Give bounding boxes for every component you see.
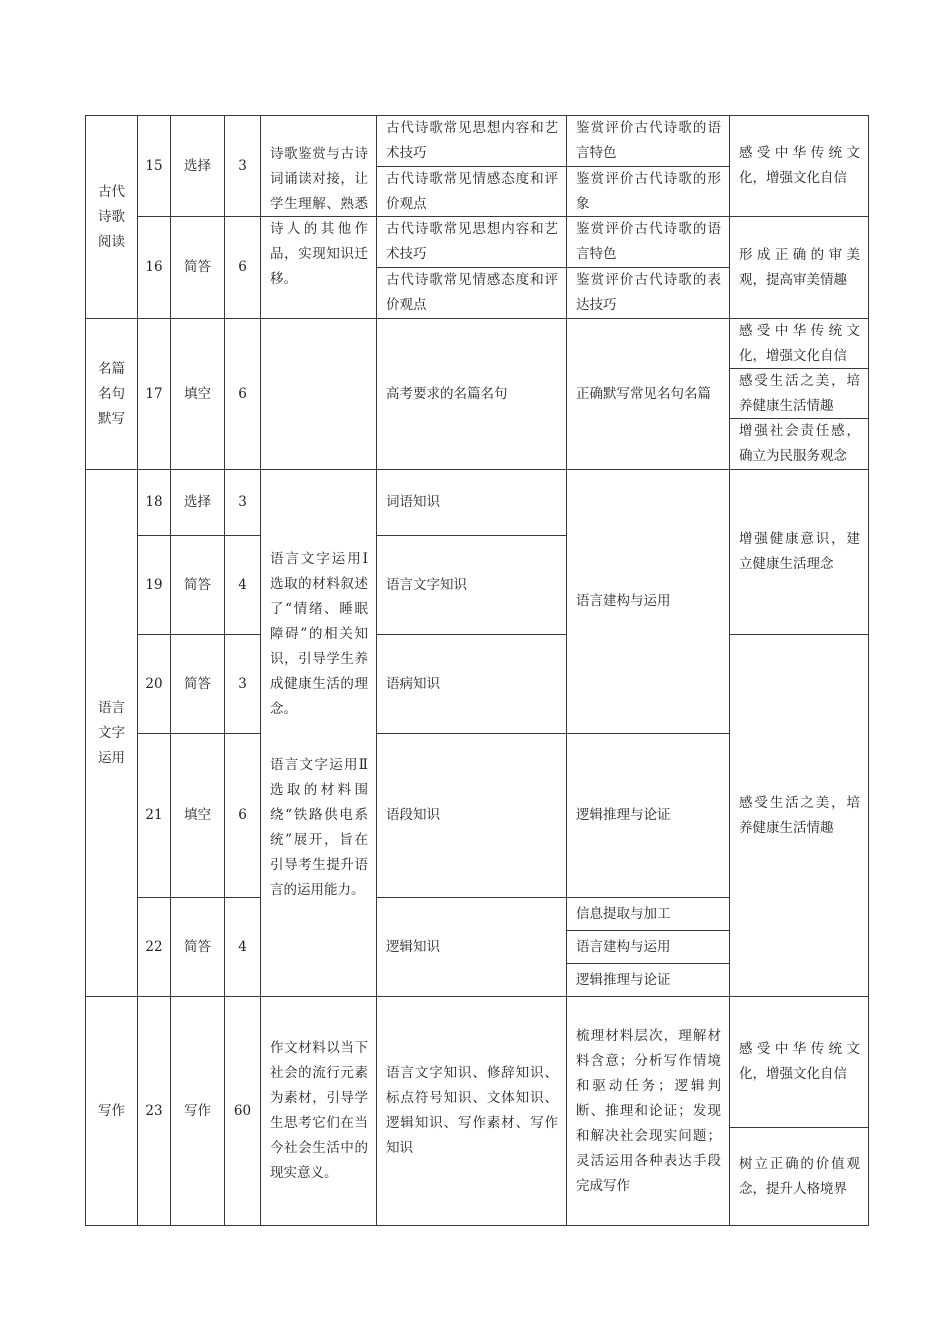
knowledge-cell: 古代诗歌常见思想内容和艺术技巧 [386,221,558,262]
knowledge-cell: 古代诗歌常见思想内容和艺术技巧 [386,120,558,161]
question-type: 简答 [184,675,211,692]
question-score: 3 [238,675,247,692]
knowledge-cell: 词语知识 [386,494,440,510]
question-score: 4 [238,576,247,593]
question-score: 60 [233,1102,252,1119]
question-number: 22 [145,938,163,955]
ability-cell: 语言建构与运用 [576,593,671,609]
value-cell: 感受中华传统文化，增强文化自信 [739,1041,860,1082]
question-number: 19 [145,576,163,593]
value-cell: 形成正确的审美观，提高审美情趣 [739,246,860,288]
value-cell: 感受中华传统文化，增强文化自信 [739,322,860,364]
value-cell: 感受生活之美，培养健康生活情趣 [739,794,860,836]
section-label-famous: 名篇名句默写 [98,360,125,427]
question-type: 填空 [184,385,211,402]
knowledge-cell: 古代诗歌常见情感态度和评价观点 [386,170,558,212]
table-border-right [868,115,869,1226]
knowledge-cell: 语言文字知识、修辞知识、标点符号知识、文体知识、逻辑知识、写作素材、写作知识 [386,1065,558,1156]
ability-cell: 梳理材料层次，理解材料含意；分析写作情境和驱动任务；逻辑判断、推理和论证；发现和解决社会现实问题；灵活运用各种表达手段完成写作 [576,1027,721,1194]
question-type: 填空 [184,807,211,823]
knowledge-cell: 语段知识 [386,807,440,823]
ability-cell: 正确默写常见名句名篇 [576,385,711,402]
ability-cell: 鉴赏评价古代诗歌的表达技巧 [576,272,721,313]
knowledge-cell: 语言文字知识 [386,576,467,593]
ability-cell: 逻辑推理与论证 [576,971,671,988]
material-language-1: 语言文字运用Ⅰ选取的材料叙述了“情绪、睡眠障碍”的相关知识，引导学生养成健康生活的理念。 [270,550,368,717]
value-cell: 感受中华传统文化，增强文化自信 [739,145,860,186]
question-score: 3 [238,494,247,510]
question-number: 23 [145,1102,163,1119]
ability-cell: 语言建构与运用 [576,938,671,955]
knowledge-cell: 语病知识 [386,675,440,692]
question-number: 18 [145,494,163,510]
table-border-bottom [85,1225,869,1226]
section-label-writing: 写作 [98,1102,125,1119]
knowledge-cell: 高考要求的名篇名句 [386,385,508,402]
question-number: 20 [145,675,163,692]
question-type: 简答 [184,576,211,593]
knowledge-cell: 古代诗歌常见情感态度和评价观点 [386,272,558,313]
material-language-2: 语言文字运用Ⅱ选取的材料围绕“铁路供电系统”展开，旨在引导考生提升语言的运用能力。 [270,757,368,898]
value-cell: 树立正确的价值观念，提升人格境界 [739,1155,860,1197]
question-score: 6 [238,807,247,823]
material-writing: 作文材料以当下社会的流行元素为素材，引导学生思考它们在当今社会生活中的现实意义。 [270,1040,368,1181]
ability-cell: 鉴赏评价古代诗歌的语言特色 [576,120,721,161]
value-cell: 增强社会责任感，确立为民服务观念 [739,423,860,464]
question-score: 4 [238,938,247,955]
value-cell: 增强健康意识，建立健康生活理念 [739,531,860,572]
question-type: 简答 [184,259,211,275]
question-number: 21 [145,807,163,823]
section-label-poetry: 古代诗歌阅读 [98,183,125,250]
question-number: 16 [145,259,163,275]
question-number: 17 [145,385,163,402]
ability-cell: 逻辑推理与论证 [576,807,671,823]
question-type: 简答 [184,938,211,955]
ability-cell: 信息提取与加工 [576,905,671,922]
question-score: 6 [238,259,247,275]
question-score: 6 [238,385,247,402]
ability-cell: 鉴赏评价古代诗歌的形象 [576,170,721,212]
question-type: 选择 [184,157,211,174]
material-poetry: 诗歌鉴赏与古诗词诵读对接，让学生理解、熟悉诗人的其他作品，实现知识迁移。 [270,146,368,287]
question-score: 3 [238,157,247,174]
question-number: 15 [145,157,163,174]
ability-cell: 鉴赏评价古代诗歌的语言特色 [576,221,721,262]
question-type: 写作 [184,1102,211,1119]
question-type: 选择 [184,494,211,510]
value-cell: 感受生活之美，培养健康生活情趣 [739,372,860,414]
knowledge-cell: 逻辑知识 [386,938,440,955]
section-label-language: 语言文字运用 [98,699,125,766]
